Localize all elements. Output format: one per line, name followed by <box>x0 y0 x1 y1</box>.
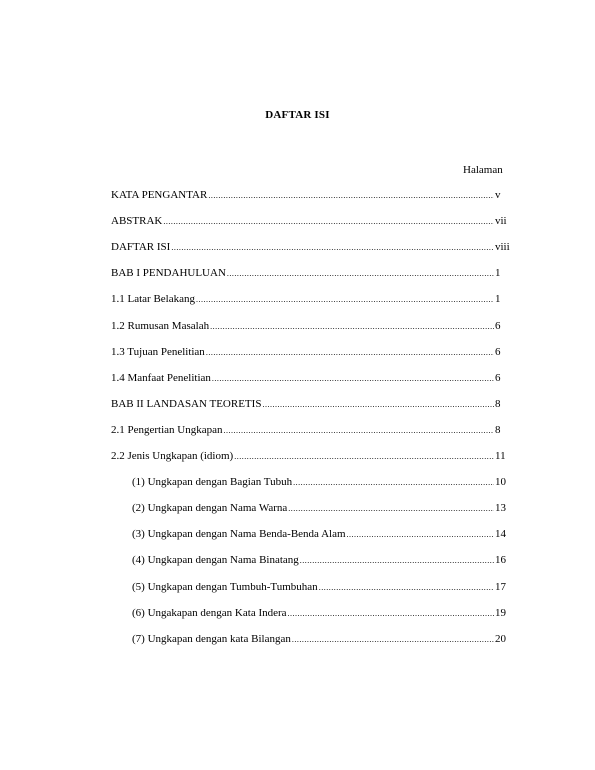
toc-entry[interactable] <box>111 267 511 281</box>
toc-entry-page-number: 6 <box>495 346 501 358</box>
toc-entry-page-number: 17 <box>495 581 506 593</box>
toc-entry-label: 2.1 Pengertian Ungkapan <box>111 424 223 436</box>
toc-entry-label: (5) Ungkapan dengan Tumbuh-Tumbuhan <box>132 581 318 593</box>
toc-entry-label: KATA PENGANTAR <box>111 189 208 201</box>
dot-leader <box>300 554 494 566</box>
toc-entry-label: 1.3 Tujuan Penelitian <box>111 346 205 358</box>
dot-leader <box>206 346 494 358</box>
toc-entry-page-number: 13 <box>495 502 506 514</box>
toc-entry[interactable] <box>132 607 511 621</box>
toc-entry-label: (1) Ungkapan dengan Bagian Tubuh <box>132 476 293 488</box>
toc-entry-page-number: v <box>495 189 501 201</box>
toc-entry[interactable] <box>111 450 511 464</box>
toc-entry-label: (3) Ungkapan dengan Nama Benda-Benda Alam <box>132 528 346 540</box>
toc-entry-page-number: 1 <box>495 293 501 305</box>
toc-entry-page-number: 8 <box>495 424 501 436</box>
toc-entry[interactable] <box>132 581 511 595</box>
dot-leader <box>288 502 494 514</box>
dot-leader <box>319 581 494 593</box>
toc-entry[interactable] <box>132 554 511 568</box>
toc-entry[interactable] <box>111 424 511 438</box>
toc-entry-page-number: 6 <box>495 320 501 332</box>
toc-entry[interactable] <box>111 372 511 386</box>
toc-entry[interactable] <box>111 293 511 307</box>
toc-entry[interactable] <box>132 476 511 490</box>
toc-entry-page-number: viii <box>495 241 510 253</box>
toc-entry-label: DAFTAR ISI <box>111 241 171 253</box>
dot-leader <box>224 424 495 436</box>
toc-entry-page-number: 1 <box>495 267 501 279</box>
dot-leader <box>227 267 494 279</box>
toc-entry[interactable] <box>132 633 511 647</box>
dot-leader <box>210 320 494 332</box>
toc-entry-page-number: 14 <box>495 528 506 540</box>
toc-entry-page-number: 20 <box>495 633 506 645</box>
toc-entry-label: (4) Ungkapan dengan Nama Binatang <box>132 554 299 566</box>
toc-entry-label: (2) Ungkapan dengan Nama Warna <box>132 502 288 514</box>
toc-entry-page-number: 19 <box>495 607 506 619</box>
dot-leader <box>163 215 494 227</box>
toc-entry-label: ABSTRAK <box>111 215 163 227</box>
page-column-header: Halaman <box>463 164 503 176</box>
toc-entry-label: (7) Ungkapan dengan kata Bilangan <box>132 633 291 645</box>
toc-entry[interactable] <box>132 528 511 542</box>
toc-entry[interactable] <box>132 502 511 516</box>
toc-entry-label: (6) Ungakapan dengan Kata Indera <box>132 607 287 619</box>
toc-entry[interactable] <box>111 398 511 412</box>
toc-entry-label: 1.1 Latar Belakang <box>111 293 195 305</box>
toc-entry-label: 1.4 Manfaat Penelitian <box>111 372 211 384</box>
toc-entry-label: BAB II LANDASAN TEORETIS <box>111 398 262 410</box>
toc-entry-page-number: 6 <box>495 372 501 384</box>
toc-entry-page-number: 11 <box>495 450 506 462</box>
toc-entry-page-number: 10 <box>495 476 506 488</box>
dot-leader <box>208 189 494 201</box>
dot-leader <box>293 476 494 488</box>
toc-entry-page-number: vii <box>495 215 507 227</box>
dot-leader <box>196 293 494 305</box>
toc-entry-label: 2.2 Jenis Ungkapan (idiom) <box>111 450 234 462</box>
toc-entry[interactable] <box>111 241 511 255</box>
document-title: DAFTAR ISI <box>265 109 330 121</box>
toc-entry-page-number: 16 <box>495 554 506 566</box>
toc-entry-label: 1.2 Rumusan Masalah <box>111 320 210 332</box>
toc-entry-page-number: 8 <box>495 398 501 410</box>
toc-entry[interactable] <box>111 189 511 203</box>
toc-entry[interactable] <box>111 346 511 360</box>
dot-leader <box>347 528 494 540</box>
dot-leader <box>212 372 494 384</box>
toc-entry[interactable] <box>111 320 511 334</box>
dot-leader <box>288 607 494 619</box>
toc-entry-label: BAB I PENDAHULUAN <box>111 267 226 279</box>
dot-leader <box>292 633 494 645</box>
dot-leader <box>171 241 494 253</box>
toc-entry[interactable] <box>111 215 511 229</box>
dot-leader <box>234 450 494 462</box>
dot-leader <box>262 398 494 410</box>
